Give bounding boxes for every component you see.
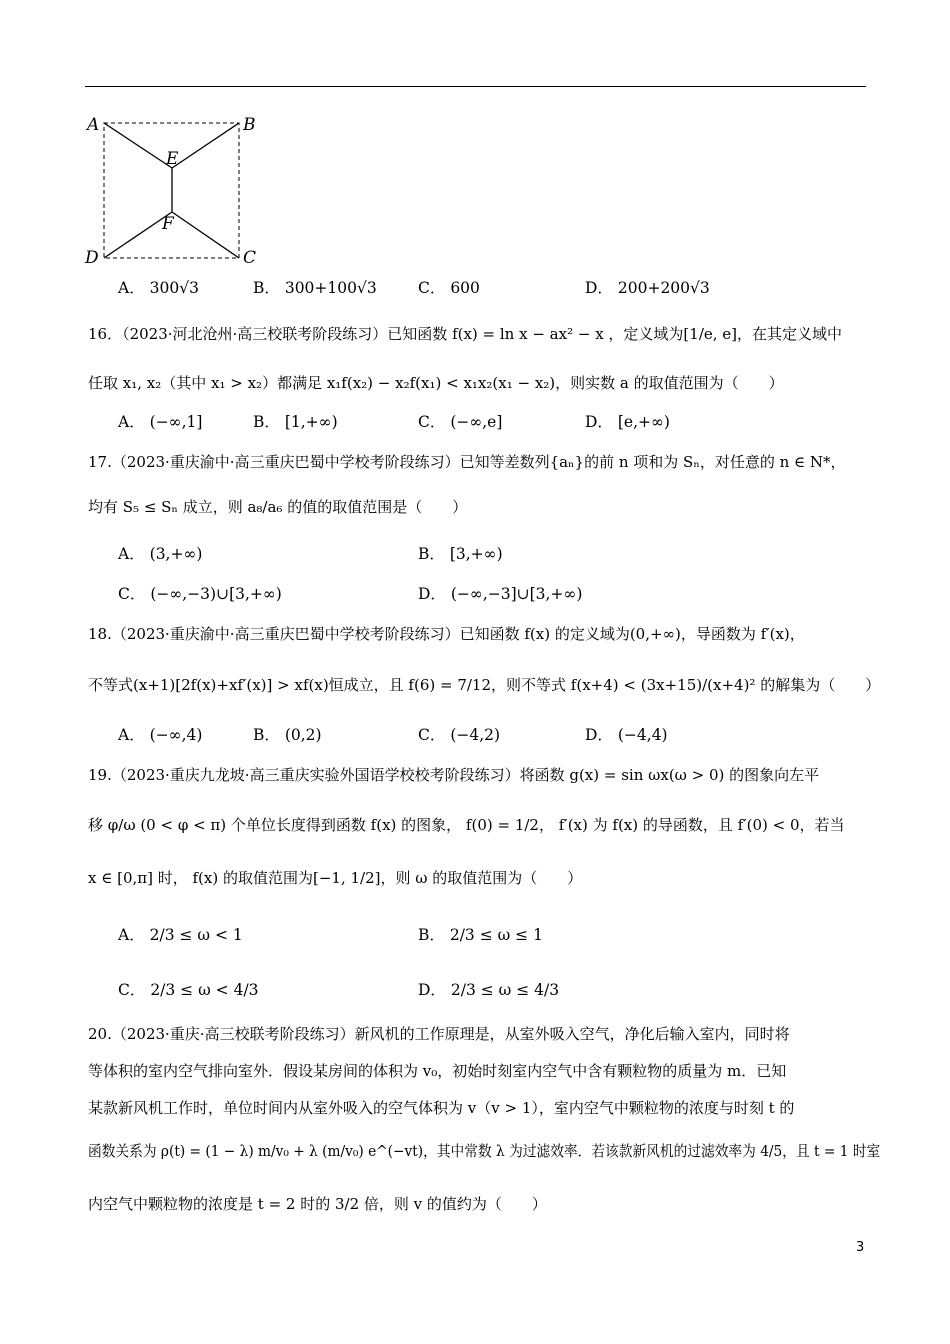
q17-option-a: A． (3,+∞) [118, 545, 203, 563]
label-C: C [243, 248, 257, 268]
segment-CF [172, 212, 239, 258]
q18-option-b: B． (0,2) [253, 726, 322, 744]
q17-stem-line1: 17.（2023·重庆渝中·高三重庆巴蜀中学校考阶段练习）已知等差数列{aₙ}的前 n 项和为 Sₙ，对任意的 n ∈ N*， [88, 453, 846, 471]
q20-stem-line2: 等体积的室内空气排向室外．假设某房间的体积为 v₀，初始时刻室内空气中含有颗粒物的质量为 m．已知 [88, 1062, 787, 1080]
q19-stem-line3: x ∈ [0,π] 时， f(x) 的取值范围为[−1, 1/2]，则 ω 的取值范围为（ ） [88, 869, 583, 887]
q18-option-d: D． (−4,4) [585, 726, 668, 744]
q17-stem-line2: 均有 S₅ ≤ Sₙ 成立，则 a₈/a₆ 的值的取值范围是（ ） [88, 498, 468, 516]
header-rule [85, 86, 866, 87]
q20-stem-line3: 某款新风机工作时，单位时间内从室外吸入的空气体积为 v（v > 1），室内空气中颗粒物的浓度与时刻 t 的 [88, 1099, 795, 1117]
q16-option-a: A． (−∞,1] [118, 413, 203, 431]
q17-option-b: B． [3,+∞) [418, 545, 503, 563]
q18-stem-line1: 18.（2023·重庆渝中·高三重庆巴蜀中学校考阶段练习）已知函数 f(x) 的定义域为(0,+∞)，导函数为 f′(x)， [88, 625, 805, 643]
q19-option-d: D． 2/3 ≤ ω ≤ 4/3 [418, 981, 560, 999]
q16-stem-line1: 16．（2023·河北沧州·高三校联考阶段练习）已知函数 f(x) = ln x − ax² − x ，定义域为[1/e, e]，在其定义域中 [88, 325, 843, 343]
q20-stem-line5: 内空气中颗粒物的浓度是 t = 2 时的 3/2 倍，则 v 的值约为（ ） [88, 1195, 547, 1213]
q17-option-c: C． (−∞,−3)∪[3,+∞) [118, 585, 282, 603]
label-F: F [162, 214, 174, 234]
q16-option-b: B． [1,+∞) [253, 413, 338, 431]
q19-stem-line1: 19.（2023·重庆九龙坡·高三重庆实验外国语学校校考阶段练习）将函数 g(x) = sin ωx(ω > 0) 的图象向左平 [88, 766, 820, 784]
q15-option-b: B． 300+100√3 [253, 279, 377, 297]
q16-option-d: D． [e,+∞) [585, 413, 670, 431]
q15-option-a: A． 300√3 [118, 279, 199, 297]
q18-stem-line2: 不等式(x+1)[2f(x)+xf′(x)] > xf(x)恒成立，且 f(6) = 7/12，则不等式 f(x+4) < (3x+15)/(x+4)² 的解集为（ ） [88, 676, 881, 694]
q15-option-d: D． 200+200√3 [585, 279, 710, 297]
q19-option-b: B． 2/3 ≤ ω ≤ 1 [418, 926, 543, 944]
q17-option-d: D． (−∞,−3]∪[3,+∞) [418, 585, 583, 603]
q18-option-a: A． (−∞,4) [118, 726, 203, 744]
q20-stem-line4: 函数关系为 ρ(t) = (1 − λ) m/v₀ + λ (m/v₀) e^(−vt)，其中常数 λ 为过滤效率．若该款新风机的过滤效率为 4/5，且 t = 1 时室 [88, 1142, 881, 1160]
label-A: A [87, 115, 100, 135]
q16-option-c: C． (−∞,e] [418, 413, 503, 431]
q19-option-c: C． 2/3 ≤ ω < 4/3 [118, 981, 259, 999]
q19-option-a: A． 2/3 ≤ ω < 1 [118, 926, 243, 944]
geometry-figure [80, 108, 270, 272]
label-B: B [243, 115, 256, 135]
q16-stem-line2: 任取 x₁, x₂（其中 x₁ > x₂）都满足 x₁f(x₂) − x₂f(x₁) < x₁x₂(x₁ − x₂)，则实数 a 的取值范围为（ ） [88, 374, 784, 392]
q19-stem-line2: 移 φ/ω (0 < φ < π) 个单位长度得到函数 f(x) 的图象， f(0) = 1/2， f′(x) 为 f(x) 的导函数，且 f′(0) < 0，若当 [88, 816, 845, 834]
page-number: 3 [856, 1240, 865, 1255]
label-D: D [85, 248, 99, 268]
q18-option-c: C． (−4,2) [418, 726, 501, 744]
segment-BE [172, 123, 239, 168]
q20-stem-line1: 20.（2023·重庆·高三校联考阶段练习）新风机的工作原理是，从室外吸入空气，净化后输入室内，同时将 [88, 1025, 790, 1043]
q15-option-c: C． 600 [418, 279, 480, 297]
segment-AE [104, 123, 172, 168]
label-E: E [166, 149, 179, 169]
